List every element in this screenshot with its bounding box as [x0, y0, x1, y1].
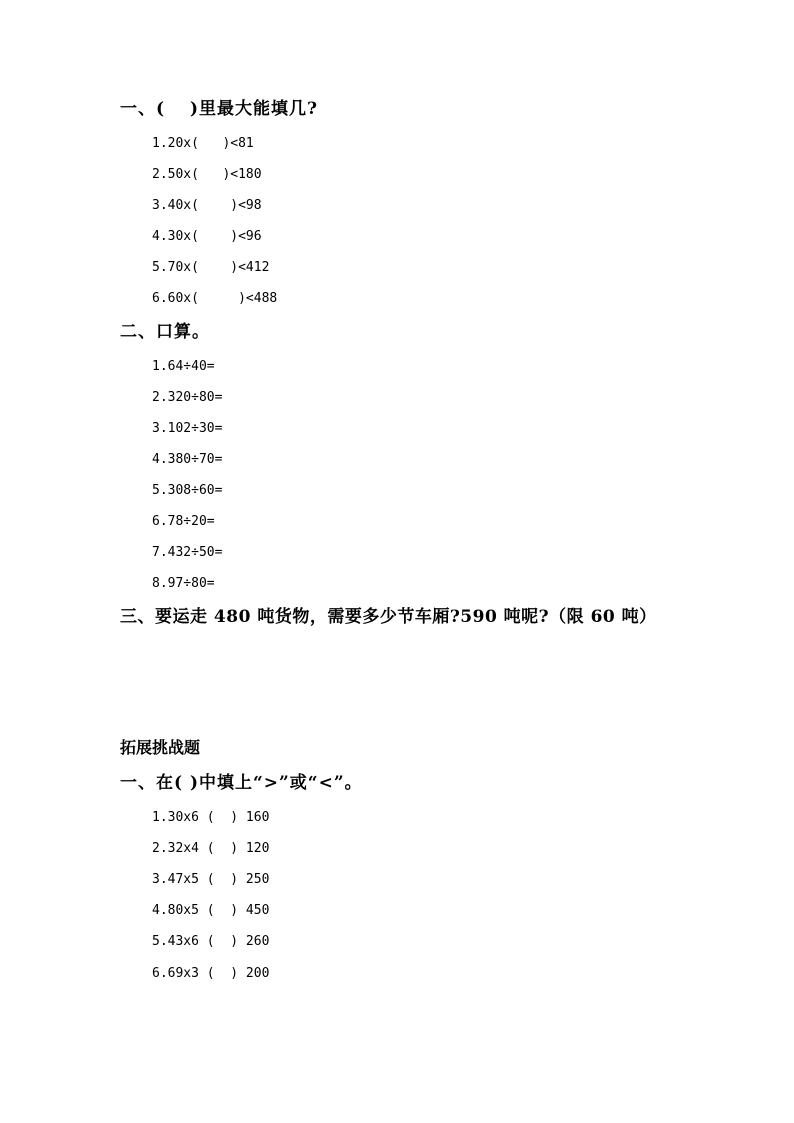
section-2-item: 8.97÷80= — [152, 576, 215, 591]
extension-section-1-title: 一、在( )中填上“>”或“<”。 — [120, 773, 363, 793]
section-2-item: 6.78÷20= — [152, 514, 215, 529]
extension-item: 6.69x3 ( ) 200 — [152, 966, 270, 981]
section-3-title: 三、要运走 480 吨货物，需要多少节车厢?590 吨呢?（限 60 吨） — [120, 607, 657, 627]
section-1-item: 2.50x( )<180 — [152, 167, 262, 182]
section-2-item: 2.320÷80= — [152, 390, 223, 405]
section-2-item: 4.380÷70= — [152, 452, 223, 467]
extension-item: 2.32x4 ( ) 120 — [152, 841, 270, 856]
extension-item: 3.47x5 ( ) 250 — [152, 872, 270, 887]
section-2-title: 二、口算。 — [120, 322, 210, 342]
section-2-item: 5.308÷60= — [152, 483, 223, 498]
extension-item: 1.30x6 ( ) 160 — [152, 810, 270, 825]
extension-item: 5.43x6 ( ) 260 — [152, 934, 270, 949]
section-1-item: 3.40x( )<98 — [152, 198, 262, 213]
section-2-item: 1.64÷40= — [152, 359, 215, 374]
section-1-item: 4.30x( )<96 — [152, 229, 262, 244]
section-2-item: 3.102÷30= — [152, 421, 223, 436]
section-1-item: 5.70x( )<412 — [152, 260, 270, 275]
extension-item: 4.80x5 ( ) 450 — [152, 903, 270, 918]
extension-title: 拓展挑战题 — [120, 738, 201, 757]
section-2-item: 7.432÷50= — [152, 545, 223, 560]
section-1-item: 6.60x( )<488 — [152, 291, 278, 306]
section-1-item: 1.20x( )<81 — [152, 136, 254, 151]
section-1-title: 一、( )里最大能填几? — [120, 99, 318, 119]
